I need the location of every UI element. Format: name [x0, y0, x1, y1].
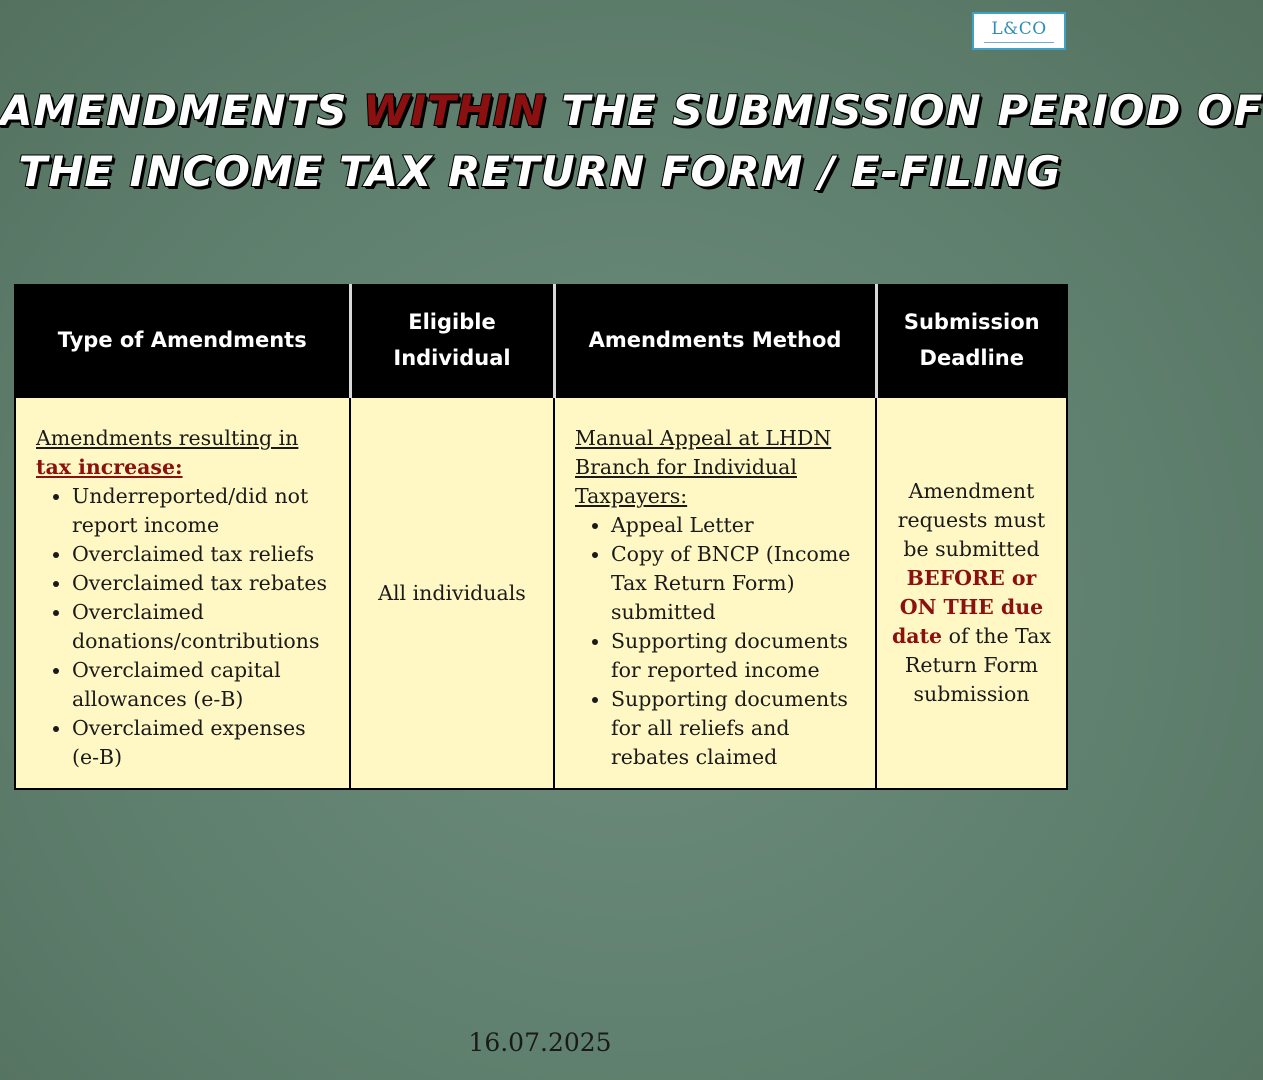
page-title-line-1: [0, 86, 1263, 135]
logo-text: L&CO: [991, 18, 1047, 39]
deadline-cell: Amendment requests must be submitted BEFORE or ON THE due date of the Tax Return Form submission: [876, 397, 1067, 789]
table-header-row: [15, 284, 1067, 397]
type-list: [36, 482, 339, 772]
list-item: • Underreported/did not report income: [72, 482, 339, 540]
header-type: Type of Amendments: [15, 284, 350, 397]
list-item: • Supporting documents for all reliefs and rebates claimed: [611, 685, 865, 772]
header-eligible: Eligible Individual: [350, 284, 554, 397]
tax-increase-highlight: tax increase:: [36, 455, 183, 479]
list-item: • Overclaimed tax reliefs: [72, 540, 339, 569]
list-item: • Overclaimed capital allowances (e-B): [72, 656, 339, 714]
header-method: Amendments Method: [554, 284, 876, 397]
eligible-cell: All individuals: [350, 397, 554, 789]
list-item: • Appeal Letter: [611, 511, 865, 540]
deadline-highlight: BEFORE or ON THE due date: [891, 566, 1044, 648]
title-highlight: WITHIN: [363, 86, 546, 135]
list-item: • Copy of BNCP (Income Tax Return Form) submitted: [611, 540, 865, 627]
title-line1-post: THE SUBMISSION PERIOD OF: [545, 86, 1263, 135]
publish-date: 16.07.2025: [468, 1028, 612, 1057]
logo-tagline-rule: [984, 42, 1054, 43]
list-item: • Overclaimed donations/contributions: [72, 598, 339, 656]
method-list: [575, 511, 865, 772]
company-logo: [972, 12, 1066, 50]
table-row: [15, 397, 1067, 789]
header-deadline: Submission Deadline: [876, 284, 1067, 397]
type-cell: [15, 397, 350, 789]
list-item: • Overclaimed tax rebates: [72, 569, 339, 598]
page-title-line-2: THE INCOME TAX RETURN FORM / E-FILING: [18, 147, 1062, 196]
amendments-table: [14, 284, 1068, 790]
list-item: • Overclaimed expenses (e-B): [72, 714, 339, 772]
list-item: • Supporting documents for reported income: [611, 627, 865, 685]
method-cell: [554, 397, 876, 789]
title-line1-pre: AMENDMENTS: [0, 86, 364, 135]
type-intro: Amendments resulting in tax increase:: [36, 426, 299, 479]
method-intro: Manual Appeal at LHDN Branch for Individual Taxpayers:: [575, 426, 832, 508]
